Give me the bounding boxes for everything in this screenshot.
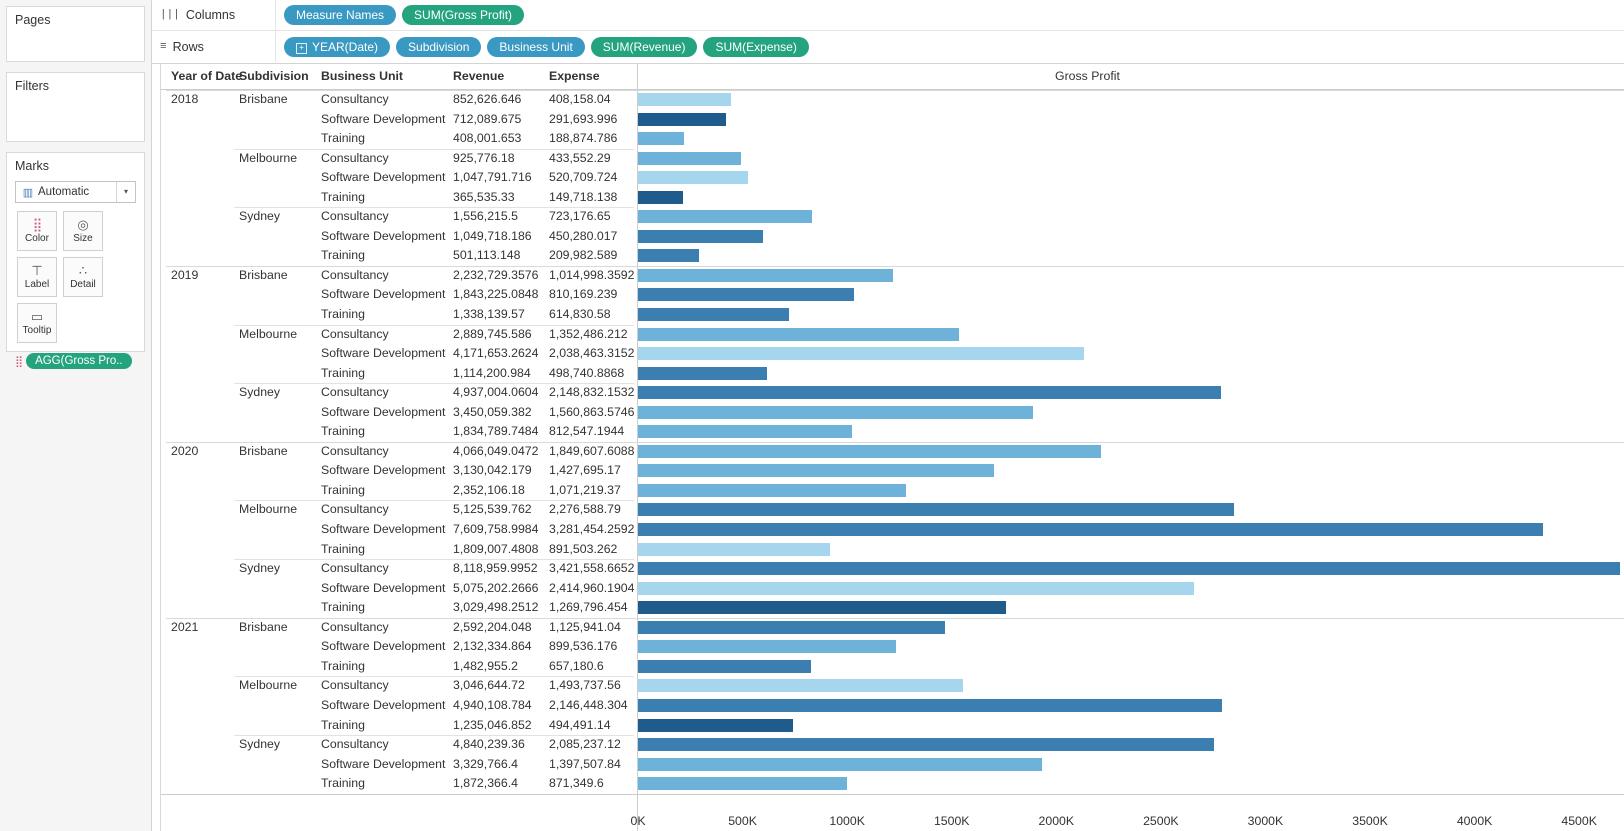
gross-profit-bar[interactable]: [638, 210, 812, 223]
pill-year-date-label: YEAR(Date): [312, 39, 379, 54]
table-row[interactable]: [161, 657, 1624, 677]
cell-expense: 520,709.724: [549, 170, 618, 185]
cell-expense: 2,148,832.1532: [549, 385, 635, 400]
rows-label-text: Rows: [172, 39, 204, 54]
cell-revenue: 1,114,200.984: [453, 365, 531, 380]
cell-business-unit: Training: [321, 424, 365, 439]
gross-profit-bar[interactable]: [638, 738, 1214, 751]
table-row[interactable]: [161, 755, 1624, 775]
cell-expense: 810,169.239: [549, 287, 618, 302]
marks-size-button[interactable]: [63, 211, 103, 251]
year-separator: [166, 266, 1624, 267]
cell-expense: 2,085,237.12: [549, 737, 621, 752]
table-row[interactable]: [161, 618, 1624, 638]
columns-icon: |||: [160, 9, 180, 21]
year-separator: [166, 90, 1624, 91]
cell-expense: 614,830.58: [549, 307, 611, 322]
table-row[interactable]: [161, 403, 1624, 423]
table-row[interactable]: [161, 540, 1624, 560]
cell-subdivision: Sydney: [239, 561, 281, 576]
cell-revenue: 4,171,653.2624: [453, 346, 539, 361]
cell-business-unit: Software Development: [321, 346, 446, 361]
cell-year: 2019: [171, 267, 199, 282]
header-business-unit: Business Unit: [321, 69, 403, 83]
cell-business-unit: Training: [321, 365, 365, 380]
table-row[interactable]: [161, 90, 1624, 110]
cell-subdivision: Brisbane: [239, 267, 288, 282]
columns-shelf[interactable]: [152, 0, 1624, 31]
cell-revenue: 1,047,791.716: [453, 170, 532, 185]
axis-tick-label: 0K: [630, 814, 646, 828]
table-row[interactable]: [161, 168, 1624, 188]
cell-revenue: 1,338,139.57: [453, 307, 525, 322]
cell-business-unit: Consultancy: [321, 209, 389, 224]
cell-revenue: 852,626.646: [453, 92, 522, 106]
year-separator: [166, 618, 1624, 619]
subdivision-separator: [234, 735, 634, 736]
marks-detail-label: Detail: [70, 279, 96, 290]
marks-tooltip-label: Tooltip: [22, 325, 52, 336]
gross-profit-bar[interactable]: [638, 719, 793, 732]
table-row[interactable]: [161, 442, 1624, 462]
bar-chart-icon: ▥: [22, 186, 34, 199]
cell-revenue: 925,776.18: [453, 150, 515, 165]
cell-revenue: 408,001.653: [453, 131, 522, 146]
cell-business-unit: Consultancy: [321, 150, 389, 165]
cell-business-unit: Software Development: [321, 404, 446, 419]
gross-profit-bar[interactable]: [638, 230, 763, 243]
table-row[interactable]: [161, 735, 1624, 755]
pill-business-unit[interactable]: Business Unit: [487, 37, 584, 57]
pages-card: [6, 6, 145, 62]
pill-sum-expense[interactable]: SUM(Expense): [703, 37, 808, 57]
table-row[interactable]: [161, 325, 1624, 345]
axis-tick-label: 3000K: [1247, 814, 1284, 828]
label-icon: ⊤: [31, 263, 43, 278]
x-axis: [630, 794, 1624, 831]
pages-label: Pages: [15, 13, 51, 27]
gross-profit-bar[interactable]: [638, 191, 683, 204]
header-revenue: Revenue: [453, 69, 505, 83]
cell-expense: 2,276,588.79: [549, 502, 621, 517]
marks-color-label: Color: [25, 233, 49, 244]
table-rows: [161, 90, 1624, 794]
gross-profit-bar[interactable]: [638, 523, 1543, 536]
table-header-row: [161, 64, 1624, 90]
cell-revenue: 4,840,239.36: [453, 737, 525, 752]
cell-expense: 149,718.138: [549, 189, 618, 204]
tooltip-icon: ▭: [30, 309, 44, 324]
cell-revenue: 3,046,644.72: [453, 678, 525, 693]
columns-label-text: Columns: [185, 8, 236, 22]
gross-profit-bar[interactable]: [638, 543, 830, 556]
cell-expense: 1,269,796.454: [549, 600, 628, 615]
axis-tick-label: 1000K: [829, 814, 865, 828]
subdivision-separator: [234, 500, 634, 501]
cell-business-unit: Training: [321, 717, 365, 732]
table-row[interactable]: [161, 129, 1624, 149]
expand-plus-icon[interactable]: +: [296, 43, 307, 54]
gross-profit-bar[interactable]: [638, 308, 789, 321]
cell-business-unit: Software Development: [321, 463, 446, 478]
cell-business-unit: Training: [321, 482, 365, 497]
axis-tick-label: 2500K: [1143, 814, 1179, 828]
cell-subdivision: Melbourne: [239, 150, 298, 165]
table-row[interactable]: [161, 579, 1624, 599]
cell-expense: 209,982.589: [549, 248, 618, 263]
table-row[interactable]: [161, 110, 1624, 130]
rows-pills: [276, 37, 809, 57]
marks-color-pill[interactable]: AGG(Gross Pro..: [26, 353, 132, 369]
cell-business-unit: Consultancy: [321, 385, 389, 400]
gross-profit-bar[interactable]: [638, 347, 1084, 360]
table-row[interactable]: [161, 364, 1624, 384]
cell-subdivision: Sydney: [239, 385, 281, 400]
cell-business-unit: Consultancy: [321, 561, 389, 576]
marks-color-button[interactable]: [17, 211, 57, 251]
subdivision-separator: [234, 559, 634, 560]
cell-business-unit: Software Development: [321, 756, 446, 771]
cell-business-unit: Training: [321, 131, 365, 146]
table-row[interactable]: [161, 481, 1624, 501]
rows-shelf[interactable]: [152, 31, 1624, 62]
cell-subdivision: Sydney: [239, 737, 281, 752]
cell-business-unit: Consultancy: [321, 326, 389, 341]
cell-revenue: 8,118,959.9952: [453, 561, 538, 576]
cell-year: 2021: [171, 619, 199, 634]
gross-profit-bar[interactable]: [638, 269, 893, 282]
cell-revenue: 1,843,225.0848: [453, 287, 539, 302]
cell-expense: 1,560,863.5746: [549, 404, 635, 419]
cell-revenue: 712,089.675: [453, 111, 522, 126]
cell-expense: 1,014,998.3592: [549, 267, 635, 282]
gross-profit-bar[interactable]: [638, 484, 906, 497]
cell-subdivision: Brisbane: [239, 443, 288, 458]
worksheet-view: [152, 64, 1624, 831]
cell-business-unit: Software Development: [321, 639, 446, 654]
cell-revenue: 1,482,955.2: [453, 658, 518, 673]
rows-shelf-label: [152, 31, 276, 62]
gross-profit-bar[interactable]: [638, 406, 1033, 419]
pill-subdivision[interactable]: Subdivision: [396, 37, 481, 57]
cell-business-unit: Consultancy: [321, 443, 389, 458]
table-row[interactable]: [161, 344, 1624, 364]
cell-expense: 494,491.14: [549, 717, 611, 732]
table-row[interactable]: [161, 774, 1624, 794]
view-inner: [160, 64, 1624, 831]
gross-profit-bar[interactable]: [638, 132, 684, 145]
cell-business-unit: Software Development: [321, 287, 446, 302]
gross-profit-bar[interactable]: [638, 328, 959, 341]
axis-tick-label: 1500K: [933, 814, 970, 828]
table-row[interactable]: [161, 149, 1624, 169]
table-row[interactable]: [161, 422, 1624, 442]
cell-year: 2018: [171, 92, 199, 106]
cell-revenue: 2,132,334.864: [453, 639, 532, 654]
marks-label-button[interactable]: [17, 257, 57, 297]
marks-tooltip-button[interactable]: [17, 303, 57, 343]
cell-subdivision: Brisbane: [239, 92, 288, 106]
marks-size-label: Size: [73, 233, 93, 244]
cell-revenue: 4,066,049.0472: [453, 443, 539, 458]
marks-type-dropdown[interactable]: [15, 181, 136, 203]
table-row[interactable]: [161, 246, 1624, 266]
cell-business-unit: Consultancy: [321, 619, 389, 634]
cell-expense: 408,158.04: [549, 92, 611, 106]
subdivision-separator: [234, 149, 634, 150]
cell-revenue: 501,113.148: [453, 248, 521, 263]
gross-profit-bar[interactable]: [638, 601, 1006, 614]
detail-icon: ∴: [78, 263, 88, 278]
marks-buttons: [7, 203, 144, 343]
cell-revenue: 2,889,745.586: [453, 326, 532, 341]
cell-expense: 1,397,507.84: [549, 756, 621, 771]
cell-business-unit: Consultancy: [321, 678, 389, 693]
cell-expense: 1,493,737.56: [549, 678, 621, 693]
cell-revenue: 2,592,204.048: [453, 619, 532, 634]
pill-sum-gross-profit[interactable]: SUM(Gross Profit): [402, 5, 524, 25]
cell-expense: 2,146,448.304: [549, 697, 628, 712]
cell-revenue: 1,235,046.852: [453, 717, 532, 732]
cell-expense: 3,281,454.2592: [549, 522, 635, 537]
cell-revenue: 3,130,042.179: [453, 463, 532, 478]
cell-subdivision: Melbourne: [239, 502, 298, 517]
columns-shelf-label: [152, 0, 276, 30]
cell-revenue: 1,834,789.7484: [453, 424, 539, 439]
header-year: Year of Date: [171, 69, 243, 83]
marks-detail-button[interactable]: [63, 257, 103, 297]
cell-revenue: 5,125,539.762: [453, 502, 532, 517]
cell-revenue: 1,556,215.5: [453, 209, 518, 224]
cell-subdivision: Melbourne: [239, 326, 298, 341]
gross-profit-bar[interactable]: [638, 582, 1194, 595]
table-row[interactable]: [161, 676, 1624, 696]
color-icon: ⣿: [32, 217, 42, 232]
cell-expense: 899,536.176: [549, 639, 618, 654]
gross-profit-bar[interactable]: [638, 249, 699, 262]
gross-profit-bar[interactable]: [638, 113, 726, 126]
cell-business-unit: Training: [321, 248, 365, 263]
cell-expense: 450,280.017: [549, 228, 618, 243]
chevron-down-icon[interactable]: ▾: [116, 182, 135, 202]
gross-profit-bar[interactable]: [638, 758, 1042, 771]
gross-profit-bar[interactable]: [638, 445, 1101, 458]
axis-tick-label: 4500K: [1561, 814, 1597, 828]
table-row[interactable]: [161, 383, 1624, 403]
cell-business-unit: Software Development: [321, 580, 446, 595]
columns-pills: [276, 5, 524, 25]
gross-profit-bar[interactable]: [638, 288, 854, 301]
table-row[interactable]: [161, 637, 1624, 657]
cell-subdivision: Sydney: [239, 209, 281, 224]
table-row[interactable]: [161, 559, 1624, 579]
cell-business-unit: Consultancy: [321, 267, 389, 282]
cell-business-unit: Software Development: [321, 697, 446, 712]
subdivision-separator: [234, 325, 634, 326]
cell-revenue: 3,450,059.382: [453, 404, 532, 419]
cell-business-unit: Software Development: [321, 170, 446, 185]
cell-subdivision: Brisbane: [239, 619, 288, 634]
cell-business-unit: Training: [321, 541, 365, 556]
gross-profit-bar[interactable]: [638, 640, 896, 653]
cell-revenue: 5,075,202.2666: [453, 580, 539, 595]
cell-business-unit: Training: [321, 776, 365, 791]
gross-profit-bar[interactable]: [638, 503, 1234, 516]
pill-measure-names[interactable]: Measure Names: [284, 5, 396, 25]
cell-expense: 1,352,486.212: [549, 326, 628, 341]
table-row[interactable]: [161, 696, 1624, 716]
marks-label-label: Label: [24, 279, 50, 290]
gross-profit-bar[interactable]: [638, 621, 945, 634]
cell-revenue: 3,329,766.4: [453, 756, 518, 771]
cell-business-unit: Training: [321, 600, 365, 615]
cell-revenue: 1,872,366.4: [453, 776, 518, 791]
subdivision-separator: [234, 676, 634, 677]
table-row[interactable]: [161, 520, 1624, 540]
cell-expense: 1,071,219.37: [549, 482, 621, 497]
header-subdivision: Subdivision: [239, 69, 309, 83]
gross-profit-bar[interactable]: [638, 171, 748, 184]
marks-label: Marks: [15, 159, 50, 173]
cell-expense: 433,552.29: [549, 150, 611, 165]
gross-profit-bar[interactable]: [638, 679, 963, 692]
table-bottom-rule: [161, 794, 637, 795]
cell-business-unit: Consultancy: [321, 92, 389, 106]
table-row[interactable]: [161, 227, 1624, 247]
cell-revenue: 2,232,729.3576: [453, 267, 539, 282]
cell-business-unit: Software Development: [321, 522, 446, 537]
marks-color-pill-row: [7, 343, 144, 369]
axis-tick-label: 3500K: [1352, 814, 1388, 828]
size-icon: ◎: [77, 217, 89, 232]
cell-revenue: 2,352,106.18: [453, 482, 525, 497]
gross-profit-bar[interactable]: [638, 152, 741, 165]
cell-expense: 2,414,960.1904: [549, 580, 635, 595]
cell-expense: 1,427,695.17: [549, 463, 621, 478]
cell-revenue: 1,809,007.4808: [453, 541, 539, 556]
table-row[interactable]: [161, 500, 1624, 520]
axis-line: [637, 794, 1624, 795]
cell-expense: 891,503.262: [549, 541, 618, 556]
left-panel: [0, 0, 152, 831]
table-row[interactable]: [161, 207, 1624, 227]
gross-profit-bar[interactable]: [638, 562, 1620, 575]
axis-tick-label: 2000K: [1038, 814, 1075, 828]
subdivision-separator: [234, 383, 634, 384]
gross-profit-bar[interactable]: [638, 660, 811, 673]
cell-expense: 188,874.786: [549, 131, 618, 146]
cell-expense: 657,180.6: [549, 658, 604, 673]
cell-revenue: 3,029,498.2512: [453, 600, 539, 615]
gross-profit-bar[interactable]: [638, 93, 731, 106]
cell-revenue: 4,940,108.784: [453, 697, 532, 712]
cell-subdivision: Melbourne: [239, 678, 298, 693]
cell-business-unit: Training: [321, 189, 365, 204]
pill-year-date[interactable]: [284, 37, 390, 57]
color-dots-icon: ⣿: [15, 355, 23, 368]
year-separator: [166, 442, 1624, 443]
cell-revenue: 4,937,004.0604: [453, 385, 539, 400]
axis-tick-label: 4000K: [1456, 814, 1493, 828]
header-expense: Expense: [549, 69, 600, 83]
cell-revenue: 7,609,758.9984: [453, 522, 539, 537]
axis-tick-label: 500K: [728, 814, 757, 828]
cell-expense: 291,693.996: [549, 111, 618, 126]
cell-expense: 1,849,607.6088: [549, 443, 635, 458]
cell-business-unit: Consultancy: [321, 737, 389, 752]
marks-card: [6, 152, 145, 368]
gross-profit-bar[interactable]: [638, 464, 994, 477]
cell-business-unit: Consultancy: [321, 502, 389, 517]
cell-business-unit: Software Development: [321, 111, 446, 126]
cell-expense: 1,125,941.04: [549, 619, 621, 634]
cell-expense: 812,547.1944: [549, 424, 625, 439]
cell-expense: 871,349.6: [549, 776, 604, 791]
cell-business-unit: Training: [321, 307, 365, 322]
table-row[interactable]: [161, 266, 1624, 286]
header-gross-profit: Gross Profit: [1055, 69, 1120, 83]
gross-profit-bar[interactable]: [638, 367, 767, 380]
cell-expense: 723,176.65: [549, 209, 611, 224]
gross-profit-bar[interactable]: [638, 699, 1222, 712]
cell-year: 2020: [171, 443, 199, 458]
table-row[interactable]: [161, 188, 1624, 208]
gross-profit-bar[interactable]: [638, 386, 1221, 399]
table-row[interactable]: [161, 305, 1624, 325]
cell-expense: 3,421,558.6652: [549, 561, 635, 576]
table-row[interactable]: [161, 716, 1624, 736]
gross-profit-bar[interactable]: [638, 777, 847, 790]
cell-revenue: 365,535.33: [453, 189, 515, 204]
rows-icon: ≡: [160, 40, 167, 53]
table-row[interactable]: [161, 461, 1624, 481]
filters-label: Filters: [15, 79, 50, 93]
table-row[interactable]: [161, 285, 1624, 305]
marks-type-label: Automatic: [38, 186, 90, 198]
subdivision-separator: [234, 207, 634, 208]
pill-sum-revenue[interactable]: SUM(Revenue): [591, 37, 698, 57]
cell-business-unit: Training: [321, 658, 365, 673]
filters-card: [6, 72, 145, 142]
shelf-area: [152, 0, 1624, 64]
cell-business-unit: Software Development: [321, 228, 446, 243]
gross-profit-bar[interactable]: [638, 425, 852, 438]
cell-expense: 2,038,463.3152: [549, 346, 635, 361]
cell-expense: 498,740.8868: [549, 365, 625, 380]
cell-revenue: 1,049,718.186: [453, 228, 532, 243]
table-row[interactable]: [161, 598, 1624, 618]
